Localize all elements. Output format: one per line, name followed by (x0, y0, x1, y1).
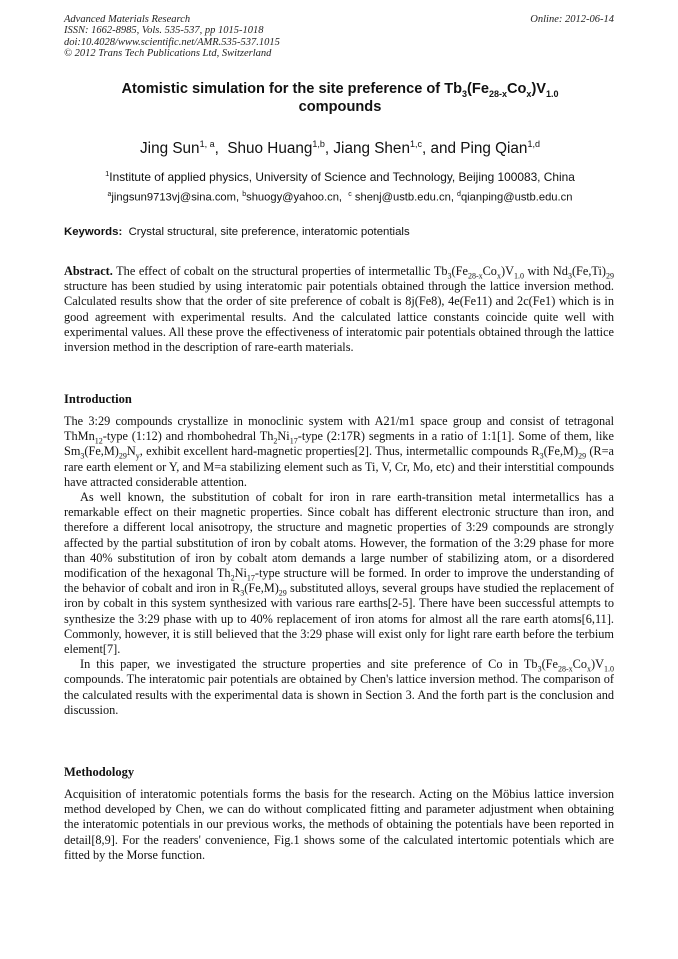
title-line-2: compounds (298, 99, 382, 115)
journal-name: Advanced Materials Research (64, 14, 191, 25)
paper-title: Atomistic simulation for the site preference of $Tb_3(Fe_{28-x}Co_x)V_{1.0}$ compounds (121, 81, 559, 115)
journal-header (64, 14, 624, 60)
email-c: shenj@ustb.edu.cn, (351, 191, 458, 204)
abstract: Abstract. The effect of cobalt on the structural properties of intermetallic $Tb_3(Fe_{28-x}Co_x)V_{1.0}$ with $Nd_3(Fe,Ti)_{29}$ structure has been studied by using interatomic pair potentials obtained through the lattice inversion method. Calculated results show that the order of site preference of cobalt is 8j(Fe8), 4e(Fe11) and 2c(Fe1) which is in good agreement with experimental results. And the calculated lattice constants coincide quite well with experimental values. All these prove the effectiveness of interatomic pair potentials obtained through the lattice inversion method in the description of rare-earth materials. (64, 264, 614, 355)
introduction-body (64, 414, 614, 718)
methodology-paragraph-1: Acquisition of interatomic potentials forms the basis for the research. Acting on the Möbius lattice inversion method developed by Chen, we can do without complicated fitting and parameter adjustment when obtaining the interatomic potentials in our previous works, the methods of obtaining the potentials have been reported in detail[8,9]. For the readers' convenience, Fig.1 shows some of the calculated intertomic potentials which are fitted by the Morse function. (64, 787, 614, 862)
intro-paragraph-2: As well known, the substitution of cobalt for iron in rare earth-transition metal intermetallics has a remarkable effect on their magnetic properties. Since cobalt has different electronic structure than iron, and therefore a different local anisotropy, the structure and magnetic properties of 3:29 compounds are strongly affected by the partial substitution of iron by cobalt atoms. However, the formation of the 3:29 phase for more than 40% substitution of iron by cobalt atom demands a large number of stabilizing atom, or a disordered modification of the hexagonal $Th_2Ni_{17}$-type structure will be formed. In order to improve the understanding of the behavior of cobalt and iron in $R_3(Fe,M)_{29}$ substituted alloys, several groups have studied the replacement of iron by cobalt in this system synthesized with various rare earths[2-5]. There have been successful attempts to synthesize the 3:29 phase with up to 40% replacement of iron atoms for almost all the rare earth atoms[6,11]. Commonly, however, it is still believed that the 3:29 phase will exist only for light rare earth before the terbium element[7]. (64, 490, 614, 657)
author-1: Jing Sun (140, 140, 200, 158)
author-list: Jing Sun$^{1, a}$, Shuo Huang$^{1,b}$, Jiang Shen$^{1,c}$, and Ping Qian$^{1,d}$ (140, 139, 540, 158)
email-b: shuogy@yahoo.cn, (246, 191, 349, 204)
copyright-line: © 2012 Trans Tech Publications Ltd, Switzerland (64, 48, 272, 60)
affiliation: $^1$Institute of applied physics, University of Science and Technology, Beijing 100083, China (105, 169, 575, 184)
issn-line: ISSN: 1662-8985, Vols. 535-537, pp 1015-1018 (64, 25, 264, 37)
keywords-label: Keywords: (64, 226, 123, 238)
doi-line: doi:10.4028/www.scientific.net/AMR.535-537.1015 (64, 36, 280, 48)
introduction-heading: Introduction (64, 392, 132, 406)
author-2: Shuo Huang (227, 140, 313, 158)
email-d: qianping@ustb.edu.cn (460, 191, 573, 204)
methodology-body (64, 787, 614, 863)
author-emails: $^a$jingsun9713vj@sina.com, $^b$shuogy@yahoo.cn, $^c$ shenj@ustb.edu.cn, $^d$qianping@ustb.edu.cn (107, 191, 573, 204)
author-4: Ping Qian (460, 140, 528, 158)
email-a: jingsun9713vj@sina.com, (111, 191, 243, 204)
keywords: Keywords: Crystal structural, site preference, interatomic potentials (64, 226, 410, 238)
author-3: Jiang Shen (333, 140, 410, 158)
online-date: Online: 2012-06-14 (530, 14, 614, 25)
intro-paragraph-3: In this paper, we investigated the structure properties and site preference of Co in $Tb_3(Fe_{28-x}Co_x)V_{1.0}$ compounds. The interatomic pair potentials are obtained by Chen's lattice inversion method. The comparison of the calculated results with the experimental data is shown in Section 3. And the forth part is the conclusion and discussion. (64, 657, 614, 717)
methodology-heading: Methodology (64, 765, 135, 779)
abstract-label: Abstract. (64, 264, 113, 278)
intro-paragraph-1: The 3:29 compounds crystallize in monoclinic system with A21/m1 space group and consist of tetragonal ThMn$_{12}$-type (1:12) and rhombohedral $Th_2Ni_{17}$-type (2:17R) segments in a ratio of 1:1[1]. Some of them, like $Sm_3(Fe,M)_{29}N_y$, exhibit excellent hard-magnetic properties[2]. Thus, intermetallic compounds $R_3(Fe,M)_{29}$ (R=a rare earth element or Y, and M=a stabilizing element such as Ti, V, Cr, Mo, etc) and their interstitial compounds have attracted considerable attention. (64, 414, 615, 489)
